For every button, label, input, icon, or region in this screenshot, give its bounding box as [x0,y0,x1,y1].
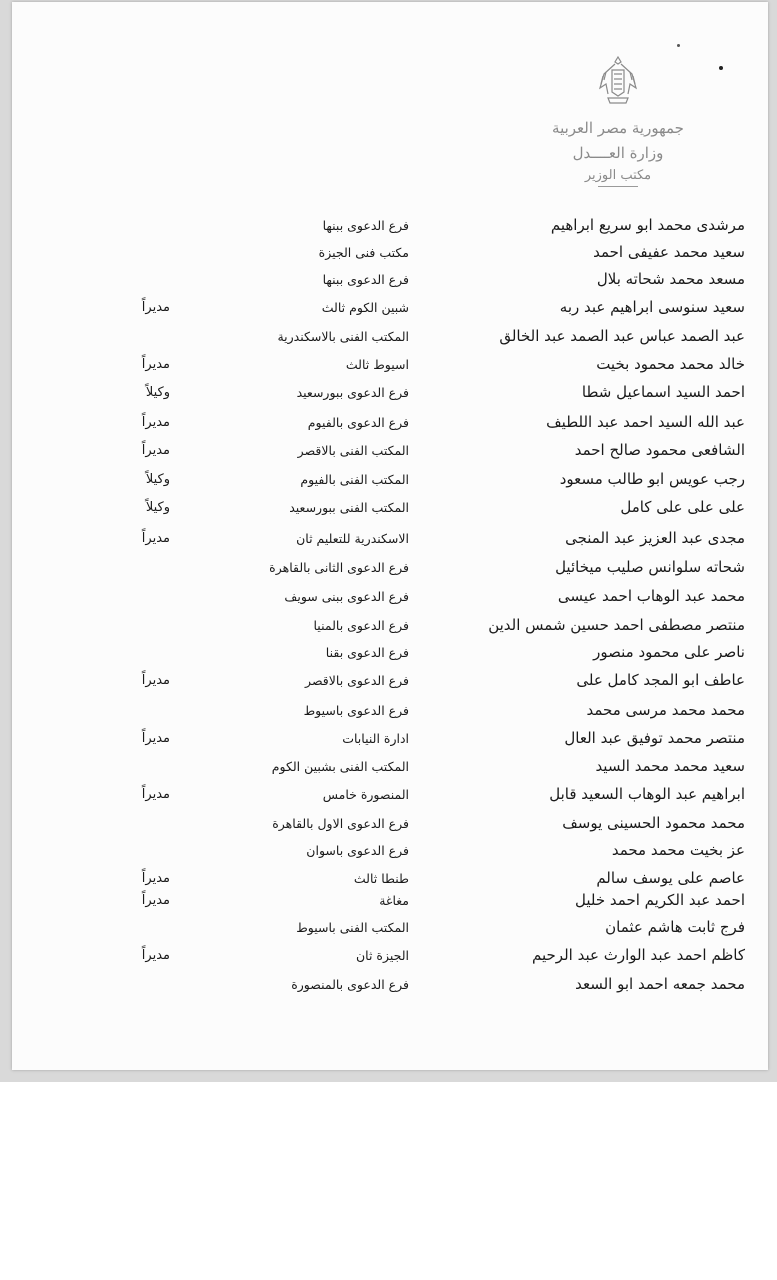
employee-name: مجدى عبد العزيز عبد المنجى [565,529,745,547]
employee-name: على على على كامل [620,498,745,516]
list-row [0,869,777,893]
office-assignment: فرع الدعوى بالاقصر [305,673,409,688]
role-title: وكيلاً [145,472,170,487]
list-row [0,470,777,494]
list-row [0,216,777,240]
list-row [0,413,777,437]
role-title: مديراً [141,357,170,372]
employee-name: منتصر محمد توفيق عبد العال [564,729,745,747]
employee-name: ناصر على محمود منصور [593,643,745,661]
employee-name: محمد محمود الحسينى يوسف [562,814,745,832]
letterhead-ministry: وزارة العــــدل [572,144,664,162]
role-title: وكيلاً [145,385,170,400]
employee-name: خالد محمد محمود بخيت [596,355,745,373]
employee-name: محمد جمعه احمد ابو السعد [575,975,745,993]
office-assignment: فرع الدعوى بالمنيا [313,618,409,633]
office-assignment: المكتب الفنى ببورسعيد [289,500,409,515]
list-row [0,814,777,838]
list-row [0,383,777,407]
employee-name: محمد عبد الوهاب احمد عيسى [557,587,745,605]
list-row [0,671,777,695]
office-assignment: فرع الدعوى ببنى سويف [284,589,409,604]
employee-name: عبد الله السيد احمد عبد اللطيف [546,413,745,431]
list-row [0,298,777,322]
office-assignment: ادارة النيابات [342,731,409,746]
office-assignment: المكتب الفنى بالاسكندرية [277,329,409,344]
list-row [0,946,777,970]
list-row [0,918,777,942]
role-title: مديراً [141,731,170,746]
list-row [0,785,777,809]
office-assignment: المنصورة خامس [322,787,409,802]
role-title: مديراً [141,443,170,458]
employee-name: محمد محمد مرسى محمد [586,701,745,719]
letterhead-office: مكتب الوزير [584,168,652,183]
list-row [0,757,777,781]
role-title: مديراً [141,787,170,802]
employee-name: احمد السيد اسماعيل شطا [581,383,745,401]
role-title: مديراً [141,415,170,430]
list-row [0,701,777,725]
employee-name: الشافعى محمود صالح احمد [574,441,745,459]
list-row [0,643,777,667]
list-row [0,841,777,865]
employee-name: سعيد محمد محمد السيد [595,757,745,775]
employee-name: منتصر مصطفى احمد حسين شمس الدين [488,616,745,634]
office-assignment: فرع الدعوى ببنها [322,272,409,287]
list-row [0,729,777,753]
list-row [0,270,777,294]
role-title: مديراً [141,673,170,688]
role-title: مديراً [141,531,170,546]
employee-name: احمد عبد الكريم احمد خليل [575,891,745,909]
employee-name: مرشدى محمد ابو سريع ابراهيم [550,216,745,234]
role-title: مديراً [141,948,170,963]
list-row [0,355,777,379]
office-assignment: الاسكندرية للتعليم ثان [296,531,409,546]
office-assignment: فرع الدعوى بقنا [325,645,409,660]
employee-name: ابراهيم عبد الوهاب السعيد قابل [549,785,745,803]
employee-name: سعيد سنوسى ابراهيم عبد ربه [559,298,745,316]
employee-name: كاظم احمد عبد الوارث عبد الرحيم [532,946,745,964]
office-assignment: فرع الدعوى ببنها [322,218,409,233]
list-row [0,558,777,582]
list-row [0,587,777,611]
office-assignment: فرع الدعوى ببورسعيد [296,385,409,400]
office-assignment: فرع الدعوى بالفيوم [307,415,409,430]
office-assignment: فرع الدعوى باسيوط [303,703,409,718]
office-assignment: المكتب الفنى باسيوط [296,920,409,935]
list-row [0,327,777,351]
list-row [0,243,777,267]
employee-name: عاصم على يوسف سالم [596,869,745,887]
office-assignment: مغاغة [379,893,409,908]
list-row [0,975,777,999]
role-title: مديراً [141,871,170,886]
office-assignment: اسيوط ثالث [345,357,409,372]
employee-name: عبد الصمد عباس عبد الصمد عبد الخالق [499,327,745,345]
office-assignment: المكتب الفنى بالفيوم [300,472,409,487]
employee-name: عز بخيت محمد محمد [611,841,745,859]
employee-name: عاطف ابو المجد كامل على [576,671,745,689]
office-assignment: طنطا ثالث [353,871,409,886]
office-assignment: شبين الكوم ثالث [321,300,409,315]
list-row [0,441,777,465]
role-title: وكيلاً [145,500,170,515]
office-assignment: فرع الدعوى الاول بالقاهرة [272,816,409,831]
office-assignment: المكتب الفنى بالاقصر [297,443,409,458]
office-assignment: فرع الدعوى باسوان [306,843,409,858]
employee-name: مسعد محمد شحاته بلال [596,270,745,288]
list-row [0,891,777,915]
office-assignment: فرع الدعوى الثانى بالقاهرة [269,560,409,575]
employee-name: رجب عويس ابو طالب مسعود [559,470,745,488]
list-row [0,616,777,640]
employee-name: سعيد محمد عفيفى احمد [593,243,745,261]
office-assignment: المكتب الفنى بشبين الكوم [271,759,409,774]
office-assignment: الجيزة ثان [355,948,409,963]
list-row [0,529,777,553]
employee-name: شحاته سلوانس صليب ميخائيل [555,558,745,576]
office-assignment: مكتب فنى الجيزة [318,245,409,260]
employee-name: فرج ثابت هاشم عثمان [605,918,745,936]
role-title: مديراً [141,893,170,908]
role-title: مديراً [141,300,170,315]
list-row [0,498,777,522]
office-assignment: فرع الدعوى بالمنصورة [291,977,409,992]
letterhead-country: جمهورية مصر العربية [552,119,684,137]
